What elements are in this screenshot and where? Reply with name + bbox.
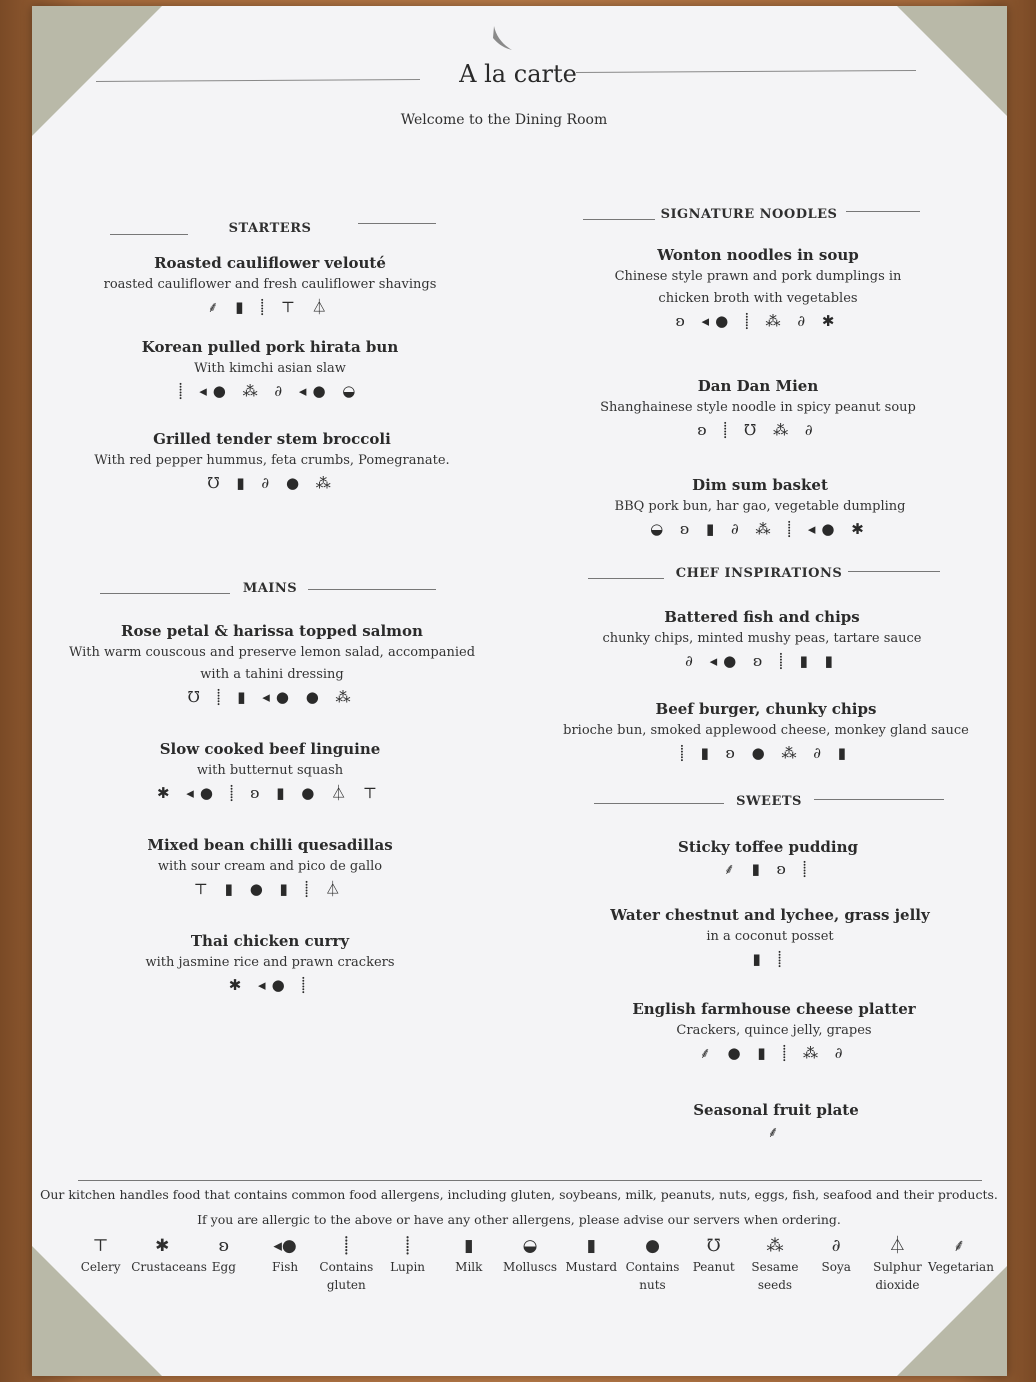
allergen-icons: ⸽ ◂● ⁂ ∂ ◂● ◒ xyxy=(178,382,362,400)
legend-celery xyxy=(70,1234,131,1294)
page-subtitle: Welcome to the Dining Room xyxy=(400,112,608,128)
mustard-bottle-icon: ▮ xyxy=(586,1236,596,1256)
menu-item xyxy=(560,904,980,969)
legend-label: Contains xyxy=(625,1260,680,1274)
item-name: Rose petal & harissa topped salmon xyxy=(121,622,423,640)
allergen-advice: If you are allergic to the above or have any other allergens, please advise our servers when ordering. xyxy=(197,1212,841,1227)
item-name: Sticky toffee pudding xyxy=(678,838,858,856)
menu-item xyxy=(558,836,978,879)
legend-sulphur xyxy=(867,1234,928,1294)
egg-icon: ʚ xyxy=(218,1236,230,1256)
starters-rule-right xyxy=(358,223,436,224)
legend-label: Contains xyxy=(319,1260,374,1274)
lupin-icon: ⸽ xyxy=(405,1236,410,1256)
menu-item xyxy=(60,428,484,493)
legend-egg xyxy=(193,1234,254,1294)
item-description: brioche bun, smoked applewood cheese, monkey gland sauce xyxy=(563,723,969,738)
legend-molluscs xyxy=(499,1234,560,1294)
legend-label: Molluscs xyxy=(503,1260,557,1274)
menu-item xyxy=(552,698,980,763)
legend-label: Vegetarian xyxy=(928,1260,994,1274)
milk-bottle-icon: ▮ xyxy=(464,1236,474,1256)
legend-label: Milk xyxy=(455,1260,483,1274)
allergen-icons: ⸙ ▮ ⸽ ⊤ ⏃ xyxy=(207,298,333,316)
crab-icon: ✱ xyxy=(155,1236,170,1256)
legend-gluten xyxy=(316,1234,377,1294)
section-heading-sweets: SWEETS xyxy=(736,794,802,809)
section-heading-mains: MAINS xyxy=(242,581,298,596)
item-description-line2: chicken broth with vegetables xyxy=(658,291,858,306)
item-name: Water chestnut and lychee, grass jelly xyxy=(610,906,930,924)
item-name: Wonton noodles in soup xyxy=(657,246,859,264)
menu-item xyxy=(60,930,480,995)
item-name: Seasonal fruit plate xyxy=(693,1101,859,1119)
legend-peanut xyxy=(683,1234,744,1294)
allergen-icons: ⸙ xyxy=(767,1123,785,1141)
sweets-rule-right xyxy=(814,799,944,800)
legend-label-line2: seeds xyxy=(757,1278,793,1292)
item-name: Thai chicken curry xyxy=(190,932,350,950)
legend-label-line2: dioxide xyxy=(875,1278,920,1292)
legend-mustard xyxy=(561,1234,622,1294)
item-description: With warm couscous and preserve lemon salad, accompanied xyxy=(68,645,476,660)
item-description: with butternut squash xyxy=(196,763,344,778)
menu-item xyxy=(50,620,494,707)
celery-icon: ⊤ xyxy=(92,1236,109,1256)
allergen-icons: ʚ ◂● ⸽ ⁂ ∂ ✱ xyxy=(675,312,841,330)
allergen-notice: Our kitchen handles food that contains common food allergens, including gluten, soybeans, milk, peanuts, nuts, eggs, fish, seafood and their products. xyxy=(40,1187,998,1202)
noodles-rule-left xyxy=(583,219,655,220)
item-name: Dan Dan Mien xyxy=(697,377,819,395)
legend-fish xyxy=(254,1234,315,1294)
legend-label: Crustaceans xyxy=(131,1260,207,1274)
fish-icon: ◂● xyxy=(273,1236,297,1256)
leaf-icon: ⸙ xyxy=(952,1236,966,1256)
allergen-icons: ◒ ʚ ▮ ∂ ⁂ ⸽ ◂● ✱ xyxy=(650,520,870,538)
legend-label: Soya xyxy=(821,1260,851,1274)
allergen-icons: ℧ ⸽ ▮ ◂● ● ⁂ xyxy=(187,688,357,706)
item-description: with sour cream and pico de gallo xyxy=(157,859,383,874)
menu-item xyxy=(550,474,970,539)
item-name: Korean pulled pork hirata bun xyxy=(141,338,399,356)
soy-bean-icon: ∂ xyxy=(831,1236,841,1256)
legend-crustaceans xyxy=(131,1234,207,1294)
menu-item xyxy=(60,738,480,803)
item-name: Dim sum basket xyxy=(692,476,828,494)
legend-milk xyxy=(438,1234,499,1294)
allergen-icons: ⸽ ▮ ʚ ● ⁂ ∂ ▮ xyxy=(679,744,853,762)
item-description: Chinese style prawn and pork dumplings in xyxy=(614,269,902,284)
chef-rule-right xyxy=(848,571,940,572)
menu-item xyxy=(548,375,968,440)
nut-icon: ● xyxy=(645,1236,660,1256)
item-name: Battered fish and chips xyxy=(664,608,860,626)
item-description: roasted cauliflower and fresh cauliflower shavings xyxy=(103,277,437,292)
legend-sesame xyxy=(744,1234,805,1294)
legend-nuts xyxy=(622,1234,683,1294)
legend-label-line2: nuts xyxy=(639,1278,666,1292)
menu-item xyxy=(552,606,972,671)
menu-item xyxy=(60,336,480,401)
menu-item xyxy=(60,834,480,899)
chef-rule-left xyxy=(588,578,664,579)
mains-rule-left xyxy=(100,593,230,594)
legend-label: Fish xyxy=(272,1260,299,1274)
flask-icon: ⏃ xyxy=(888,1236,906,1256)
mains-rule-right xyxy=(308,589,436,590)
item-name: English farmhouse cheese platter xyxy=(632,1000,916,1018)
shell-icon: ◒ xyxy=(522,1236,538,1256)
section-heading-signature-noodles: SIGNATURE NOODLES xyxy=(660,207,838,222)
allergen-icons: ⸙ ● ▮ ⸽ ⁂ ∂ xyxy=(699,1044,849,1062)
legend-label-line2: gluten xyxy=(326,1278,366,1292)
allergen-icons: ✱ ◂● ⸽ xyxy=(228,976,312,994)
menu-item xyxy=(548,244,968,331)
menu-item xyxy=(564,998,984,1063)
item-description: Shanghainese style noodle in spicy peanut soup xyxy=(600,400,916,415)
allergen-icons: ∂ ◂● ʚ ⸽ ▮ ▮ xyxy=(685,652,839,670)
sweets-rule-left xyxy=(594,803,724,804)
item-description: chunky chips, minted mushy peas, tartare sauce xyxy=(602,631,922,646)
footer-rule xyxy=(78,1180,982,1181)
legend-label: Celery xyxy=(80,1260,121,1274)
item-description: Crackers, quince jelly, grapes xyxy=(676,1023,872,1038)
item-description: With kimchi asian slaw xyxy=(194,361,346,376)
legend-label: Sulphur xyxy=(873,1260,922,1274)
section-heading-starters: STARTERS xyxy=(228,221,312,236)
item-description: With red pepper hummus, feta crumbs, Pomegranate. xyxy=(94,453,450,468)
legend-label: Sesame xyxy=(751,1260,799,1274)
section-heading-chef-inspirations: CHEF INSPIRATIONS xyxy=(675,566,843,581)
legend-vegetarian xyxy=(928,1234,994,1294)
allergen-icons: ⸙ ▮ ʚ ⸽ xyxy=(723,860,813,878)
item-name: Grilled tender stem broccoli xyxy=(153,430,391,448)
item-description: with jasmine rice and prawn crackers xyxy=(145,955,395,970)
page-title: A la carte xyxy=(459,60,577,88)
item-name: Beef burger, chunky chips xyxy=(655,700,877,718)
starters-rule-left xyxy=(110,234,188,235)
legend-soya xyxy=(806,1234,867,1294)
allergen-icons: ▮ ⸽ xyxy=(752,950,788,968)
wheat-icon: ⸽ xyxy=(344,1236,349,1256)
item-description: BBQ pork bun, har gao, vegetable dumpling xyxy=(614,499,906,514)
legend-label: Peanut xyxy=(692,1260,735,1274)
legend-label: Egg xyxy=(211,1260,236,1274)
allergen-icons: ⊤ ▮ ● ▮ ⸽ ⏃ xyxy=(193,880,347,898)
item-name: Slow cooked beef linguine xyxy=(159,740,381,758)
legend-label: Lupin xyxy=(390,1260,426,1274)
item-description: in a coconut posset xyxy=(706,929,834,944)
item-description-line2: with a tahini dressing xyxy=(200,667,344,682)
airline-logo-icon xyxy=(490,24,514,54)
allergen-icons: ʚ ⸽ ℧ ⁂ ∂ xyxy=(697,421,819,439)
allergen-icons: ✱ ◂● ⸽ ʚ ▮ ● ⏃ ⊤ xyxy=(156,784,384,802)
item-name: Mixed bean chilli quesadillas xyxy=(147,836,393,854)
allergen-legend xyxy=(70,1234,994,1294)
sesame-icon: ⁂ xyxy=(766,1236,784,1256)
menu-item xyxy=(566,1099,986,1142)
legend-lupin xyxy=(377,1234,438,1294)
menu-item xyxy=(60,252,480,317)
item-name: Roasted cauliflower velouté xyxy=(154,254,386,272)
allergen-icons: ℧ ▮ ∂ ● ⁂ xyxy=(207,474,337,492)
noodles-rule-right xyxy=(846,211,920,212)
legend-label: Mustard xyxy=(565,1260,618,1274)
peanut-icon: ℧ xyxy=(706,1236,721,1256)
